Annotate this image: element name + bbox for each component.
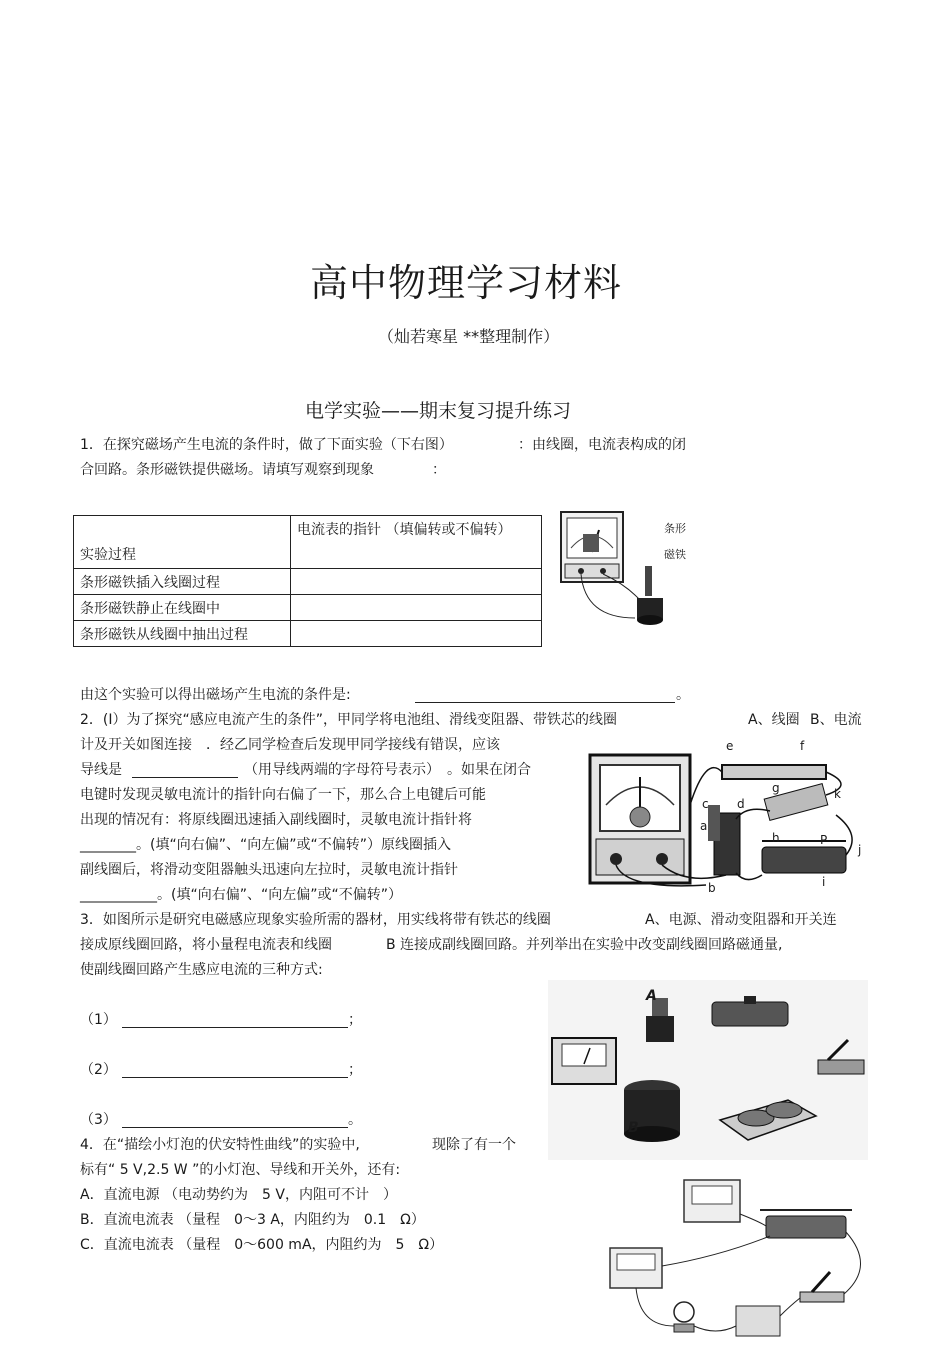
q3-item-end: ； xyxy=(348,1062,362,1078)
table-header-process: 实验过程 xyxy=(80,547,136,563)
q2-line6: ________。(填“向右偏”、“向左偏”或“不偏转”）原线圈插入 xyxy=(80,837,451,853)
q2-wire-blank[interactable] xyxy=(132,759,238,778)
q3-item-end: ； xyxy=(348,1012,362,1028)
section-title: 电学实验——期末复习提升练习 xyxy=(305,400,572,422)
q2-line1b: A、线圈 xyxy=(748,712,800,728)
q2-line4: 电键时发现灵敏电流计的指针向右偏了一下，那么合上电键后可能 xyxy=(80,787,486,803)
q3-line1b: A、电源、滑动变阻器和开关连 xyxy=(645,912,837,928)
table-row xyxy=(74,569,542,595)
q2-fig-label: e xyxy=(726,739,734,753)
q2-fig-label: j xyxy=(858,843,862,857)
table-answer-cell[interactable] xyxy=(291,595,542,621)
q3-answer-blank[interactable] xyxy=(122,1059,348,1078)
q3-item-label: （1） xyxy=(80,1012,117,1028)
table-header-pointer: 电流表的指针 （填偏转或不偏转） xyxy=(297,522,512,538)
q3-line1a: 3．如图所示是研究电磁感应现象实验所需的器材，用实线将带有铁芯的线圈 xyxy=(80,912,551,928)
q4-option-a: A．直流电源 （电动势约为 5 V，内阻可不计 ） xyxy=(80,1187,397,1203)
q2-line3a: 导线是 xyxy=(80,762,122,778)
table-row-label: 条形磁铁从线圈中抽出过程 xyxy=(80,626,248,643)
q3-line3: 使副线圈回路产生感应电流的三种方式: xyxy=(80,962,323,978)
q2-fig-label: f xyxy=(800,739,805,753)
q1-conclusion-blank[interactable] xyxy=(415,684,675,703)
q4-line1a: 4．在“描绘小灯泡的伏安特性曲线”的实验中, xyxy=(80,1137,360,1153)
magnet-label-2: 磁铁 xyxy=(664,548,686,561)
table-header-pointer-cell xyxy=(291,516,542,569)
q3-line2a: 接成原线圈回路，将小量程电流表和线圈 xyxy=(80,937,332,953)
coil-label-b: B xyxy=(628,1120,639,1136)
q2-line2: 计及开关如图连接 ．经乙同学检查后发现甲同学接线有错误，应该 xyxy=(80,737,500,753)
q4-option-b: B．直流电流表 （量程 0～3 A，内阻约为 0.1 Ω） xyxy=(80,1212,425,1228)
q2-fig-label: c xyxy=(702,797,709,811)
q3-item-label: （2） xyxy=(80,1062,117,1078)
q2-fig-label: P xyxy=(820,833,828,847)
q4-circuit-figure xyxy=(600,1176,890,1342)
q2-line7: 副线圈后，将滑动变阻器触头迅速向左拉时，灵敏电流计指针 xyxy=(80,862,458,878)
experiment-table xyxy=(73,515,542,647)
table-row-label: 条形磁铁静止在线圈中 xyxy=(80,600,220,617)
q1-line2b: ： xyxy=(432,462,446,478)
q2-fig-label: a xyxy=(700,819,708,833)
table-header-process-cell xyxy=(74,516,291,569)
q4-option-c: C．直流电流表 （量程 0～600 mA，内阻约为 5 Ω） xyxy=(80,1237,444,1253)
q3-item-end: 。 xyxy=(348,1112,362,1128)
q2-line5: 出现的情况有：将原线圈迅速插入副线圈时，灵敏电流计指针将 xyxy=(80,812,472,828)
q1-conclusion-end: 。 xyxy=(676,687,690,703)
q1-conclusion: 由这个实验可以得出磁场产生电流的条件是: xyxy=(80,687,351,703)
document-subtitle: （灿若寒星 **整理制作） xyxy=(378,327,560,346)
q2-fig-label: g xyxy=(772,781,780,795)
q2-line1: 2．(Ⅰ）为了探究“感应电流产生的条件”，甲同学将电池组、滑线变阻器、带铁芯的线圈 xyxy=(80,712,618,728)
q2-line1c: B、电流 xyxy=(810,712,862,728)
q1-line2: 合回路。条形磁铁提供磁场。请填写观察到现象 xyxy=(80,462,374,478)
q3-apparatus-figure xyxy=(548,980,868,1160)
q3-line2b: B 连接成副线圈回路。并列举出在实验中改变副线圈回路磁通量, xyxy=(386,937,783,953)
q3-answer-blank[interactable] xyxy=(122,1009,348,1028)
q2-fig-label: h xyxy=(772,831,780,845)
q4-line1b: 现除了有一个 xyxy=(432,1137,516,1153)
document-title: 高中物理学习材料 xyxy=(310,261,623,305)
q3-answer-blank[interactable] xyxy=(122,1109,348,1128)
q1-line1a: 1．在探究磁场产生电流的条件时，做了下面实验（下右图） xyxy=(80,437,453,453)
q2-fig-label: i xyxy=(822,875,826,889)
q1-line1b: ：由线圈，电流表构成的闭 xyxy=(518,437,686,453)
table-row-label: 条形磁铁插入线圈过程 xyxy=(80,574,220,591)
table-answer-cell[interactable] xyxy=(291,621,542,647)
q4-line2: 标有“ 5 V,2.5 W ”的小灯泡、导线和开关外，还有: xyxy=(80,1162,401,1178)
q3-item-label: （3） xyxy=(80,1112,117,1128)
q2-fig-label: b xyxy=(708,881,716,895)
q2-fig-label: d xyxy=(737,797,745,811)
magnet-label-1: 条形 xyxy=(664,522,686,535)
q2-fig-label: k xyxy=(834,787,841,801)
q2-line3b: （用导线两端的字母符号表示） 。如果在闭合 xyxy=(244,762,531,778)
table-row xyxy=(74,621,542,647)
coil-label-a: A xyxy=(646,988,657,1004)
table-row xyxy=(74,595,542,621)
table-answer-cell[interactable] xyxy=(291,569,542,595)
q2-circuit-figure xyxy=(586,735,866,895)
q2-line8: ___________。(填“向右偏”、“向左偏”或“不偏转”） xyxy=(80,887,402,903)
